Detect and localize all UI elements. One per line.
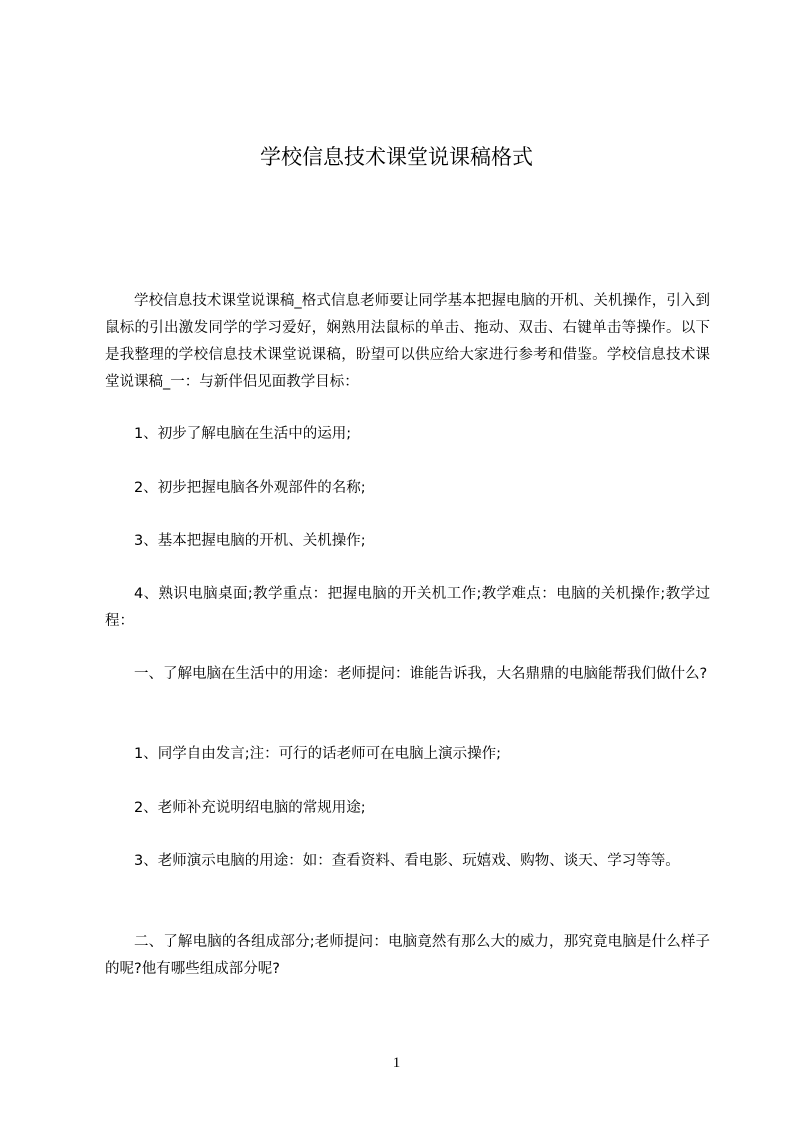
objective-item-4: 4、熟识电脑桌面;教学重点：把握电脑的开关机工作;教学难点：电脑的关机操作;教学过程：: [105, 586, 710, 629]
objective-item-1: 1、初步了解电脑在生活中的运用;: [134, 426, 352, 442]
document-title: 学校信息技术课堂说课稿格式: [260, 145, 533, 169]
step-item-3: 3、老师演示电脑的用途：如：查看资料、看电影、玩嬉戏、购物、谈天、学习等等。: [134, 853, 680, 869]
objective-item-2: 2、初步把握电脑各外观部件的名称;: [134, 480, 366, 496]
intro-paragraph: 学校信息技术课堂说课稿_格式信息老师要让同学基本把握电脑的开机、关机操作，引入到鼠标的引出激发同学的学习爱好，娴熟用法鼠标的单击、拖动、双击、右键单击等操作。以下是我整理的学校信息技术课堂说课稿，盼望可以供应给大家进行参考和借鉴。学校信息技术课堂说课稿_一：与新伴侣见面教学目标：: [105, 293, 710, 390]
page-number: 1: [392, 1055, 401, 1071]
section-one-paragraph: 一、了解电脑在生活中的用途：老师提问：谁能告诉我，大名鼎鼎的电脑能帮我们做什么?: [134, 666, 708, 682]
objective-item-3: 3、基本把握电脑的开机、关机操作;: [134, 533, 366, 549]
section-two-paragraph: 二、了解电脑的各组成部分;老师提问：电脑竟然有那么大的威力，那究竟电脑是什么样子的呢?他有哪些组成部分呢?: [105, 934, 710, 977]
step-item-1: 1、同学自由发言;注：可行的话老师可在电脑上演示操作;: [134, 746, 501, 762]
step-item-2: 2、老师补充说明绍电脑的常规用途;: [134, 800, 366, 816]
